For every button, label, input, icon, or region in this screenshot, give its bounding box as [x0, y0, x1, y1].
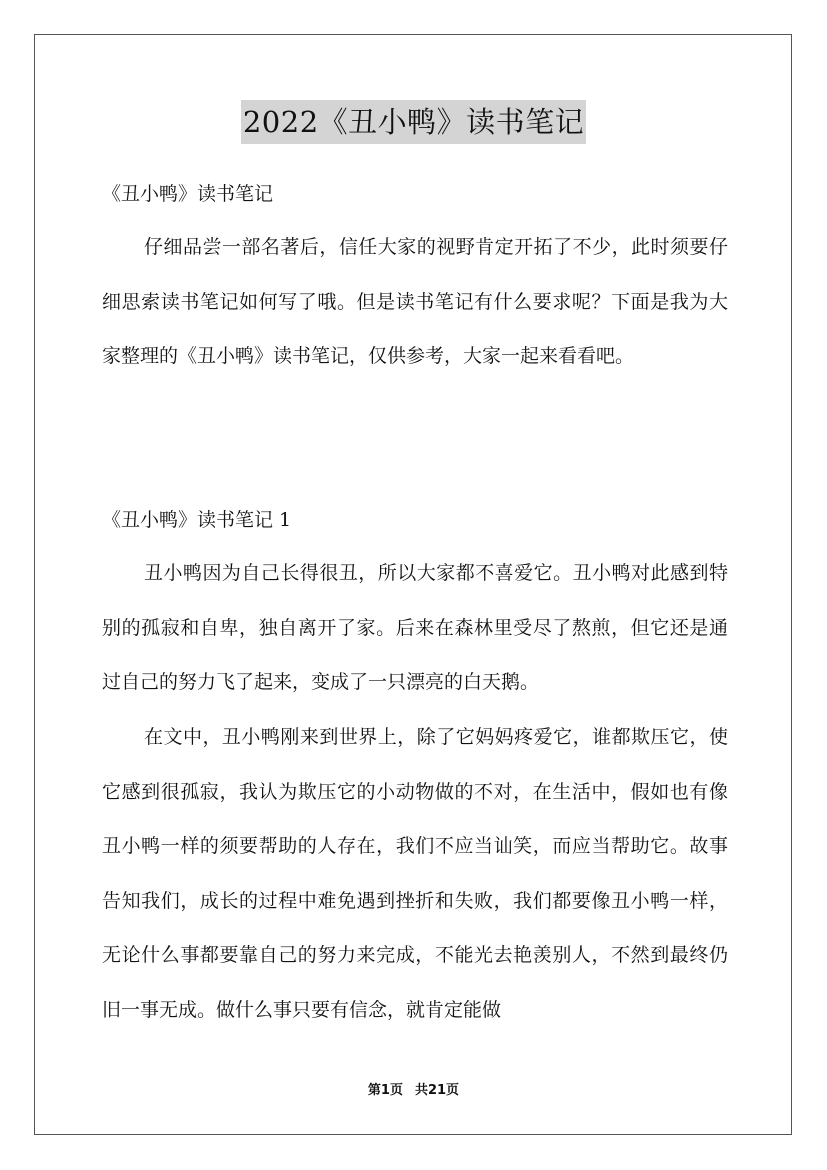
section1-paragraph-1: 丑小鸭因为自己长得很丑，所以大家都不喜爱它。丑小鸭对此感到特别的孤寂和自卑，独自离开了家。后来在森林里受尽了熬煎，但它还是通过自己的努力飞了起来，变成了一只漂亮的白天鹅。	[102, 562, 728, 693]
section1-heading: 《丑小鸭》读书笔记 1	[102, 509, 292, 531]
section1-paragraph-2: 在文中，丑小鸭刚来到世界上，除了它妈妈疼爱它，谁都欺压它，使它感到很孤寂，我认为欺压它的小动物做的不对，在生活中，假如也有像丑小鸭一样的须要帮助的人存在，我们不应当讪笑，而应当帮助它。故事告知我们，成长的过程中难免遇到挫折和失败，我们都要像丑小鸭一样，无论什么事都要靠自己的努力来完成，不能光去艳羡别人，不然到最终仍旧一事无成。做什么事只要有信念，就肯定能做	[102, 726, 728, 1021]
intro-heading: 《丑小鸭》读书笔记	[102, 183, 274, 205]
title-container	[0, 100, 827, 144]
page-footer	[0, 1083, 827, 1099]
page-total: 共21页	[414, 1083, 460, 1098]
intro-paragraph: 仔细品尝一部名著后，信任大家的视野肯定开拓了不少，此时须要仔细思索读书笔记如何写了哦。但是读书笔记有什么要求呢？下面是我为大家整理的《丑小鸭》读书笔记，仅供参考，大家一起来看看吧。	[102, 236, 728, 367]
page-number: 第1页	[367, 1083, 403, 1098]
document-title: 2022《丑小鸭》读书笔记	[241, 100, 586, 144]
